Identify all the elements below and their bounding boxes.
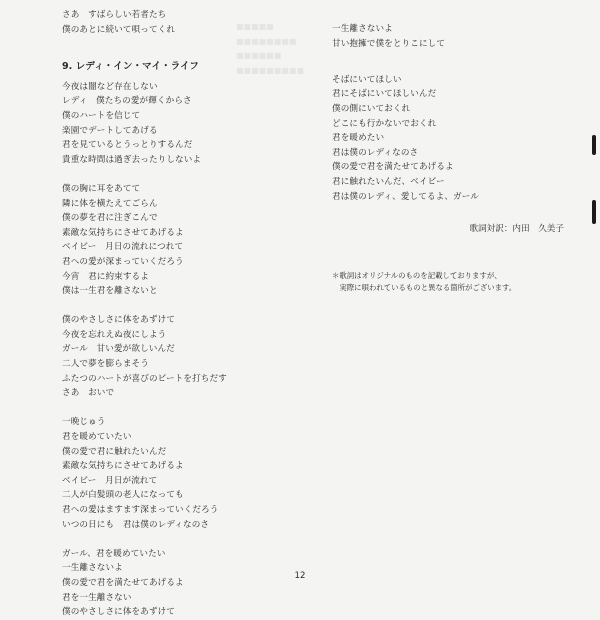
- lyric-line: 楽園でデートしてあげる: [62, 125, 158, 136]
- lyric-line: 君は僕のレディなのさ: [332, 147, 419, 158]
- lyric-line: 隣に体を横たえてごらん: [62, 198, 158, 209]
- lyric-line: ベイビー 月日が流れて: [62, 475, 158, 486]
- lyric-line: 僕は一生君を離さないと: [62, 286, 158, 297]
- lyric-line: さあ おいで: [62, 388, 115, 399]
- stanza-7: [332, 73, 572, 204]
- lyric-line: 今夜を忘れえぬ夜にしよう: [62, 329, 167, 340]
- lyric-line: 君を暖めたい: [332, 133, 385, 144]
- lyric-line: 君への愛が深まっていくだろう: [62, 256, 184, 267]
- lyric-line: 一生離さないよ: [332, 24, 393, 34]
- stanza-4: [62, 415, 302, 532]
- page-number: 12: [294, 571, 306, 581]
- lyric-line: 僕のやさしさに体をあずけて: [62, 315, 176, 326]
- lyric-line: 君を暖めていたい: [62, 432, 132, 443]
- intro-line: さあ すばらしい若者たち: [62, 10, 167, 20]
- lyric-line: 二人で夢を膨らまそう: [62, 359, 149, 370]
- lyric-line: 君への愛はますます深まっていくだろう: [62, 505, 219, 515]
- lyric-line: 今夜は闇など存在しない: [62, 81, 158, 92]
- lyric-line: 僕の愛で君に触れたいんだ: [62, 446, 167, 457]
- lyric-line: 今宵 君に約束するよ: [62, 271, 149, 282]
- lyric-line: 君を一生離さない: [62, 592, 132, 603]
- lyric-line: そばにいてほしい: [332, 74, 402, 85]
- lyric-line: ガール 甘い愛が欲しいんだ: [62, 344, 175, 355]
- intro-line: 僕のあとに続いて唄ってくれ: [62, 24, 176, 35]
- left-column: [62, 8, 305, 620]
- edge-mark: [592, 135, 596, 155]
- lyric-line: 素敵な気持ちにさせてあげるよ: [62, 461, 184, 472]
- stanza-3: [62, 313, 302, 401]
- lyric-line: 僕の胸に耳をあてて: [62, 183, 141, 194]
- stanza-5: [62, 547, 302, 620]
- song-title: 9. レディ・イン・マイ・ライフ: [62, 60, 199, 72]
- lyrics-note: [332, 270, 572, 294]
- lyric-line: 甘い抱擁で僕をとりこにして: [332, 38, 446, 49]
- stanza-1: [62, 80, 302, 168]
- edge-mark: [592, 200, 596, 224]
- lyric-line: どこにも行かないでおくれ: [332, 118, 437, 129]
- right-column: [332, 22, 572, 294]
- lyric-line: ふたつのハートが喜びのビートを打ちだす: [62, 373, 227, 384]
- lyric-line: 君にそばにいてほしいんだ: [332, 89, 437, 100]
- lyric-line: 僕のハートを信じて: [62, 110, 141, 121]
- translation-credit: 歌詞対訳：内田 久美子: [469, 224, 564, 235]
- lyric-line: 君は僕のレディ、愛してるよ、ガール: [332, 191, 479, 202]
- lyric-line: 一生離さないよ: [62, 563, 123, 574]
- lyric-line: 君を見ているとうっとりするんだ: [62, 140, 193, 151]
- lyric-line: 僕の夢を君に注ぎこんで: [62, 213, 158, 224]
- lyric-line: ガール、君を暖めていたい: [62, 548, 166, 559]
- intro-lines: [62, 8, 302, 37]
- lyric-line: 貴重な時間は過ぎ去ったりしないよ: [62, 154, 202, 165]
- stanza-2: [62, 182, 302, 299]
- lyric-line: 僕の愛で君を満たせてあげるよ: [332, 162, 454, 173]
- lyric-line: いつの日にも 君は僕のレディなのさ: [62, 519, 210, 530]
- stanza-6: [332, 22, 572, 51]
- lyric-line: 君に触れたいんだ、ベイビー: [332, 176, 445, 187]
- lyric-line: 一晩じゅう: [62, 417, 106, 428]
- lyric-line: ベイビー 月日の流れにつれて: [62, 242, 184, 253]
- lyric-line: 二人が白髪頭の老人になっても: [62, 490, 184, 501]
- note-line: 実際に唄われているものと異なる箇所がございます。: [332, 283, 517, 293]
- note-line: ＊歌詞はオリジナルのものを記載しておりますが、: [332, 271, 502, 281]
- lyric-line: 僕の側にいておくれ: [332, 103, 411, 114]
- lyric-line: 僕の愛で君を満たせてあげるよ: [62, 577, 184, 588]
- lyric-line: 僕のやさしさに体をあずけて: [62, 607, 176, 618]
- lyric-line: 素敵な気持ちにさせてあげるよ: [62, 227, 184, 238]
- lyric-line: レディ 僕たちの愛が輝くからさ: [62, 96, 192, 107]
- show-through-texture: ■■■■■ ■■■■■■■■ ■■■■■■ ■■■■■■■■■: [236, 22, 305, 75]
